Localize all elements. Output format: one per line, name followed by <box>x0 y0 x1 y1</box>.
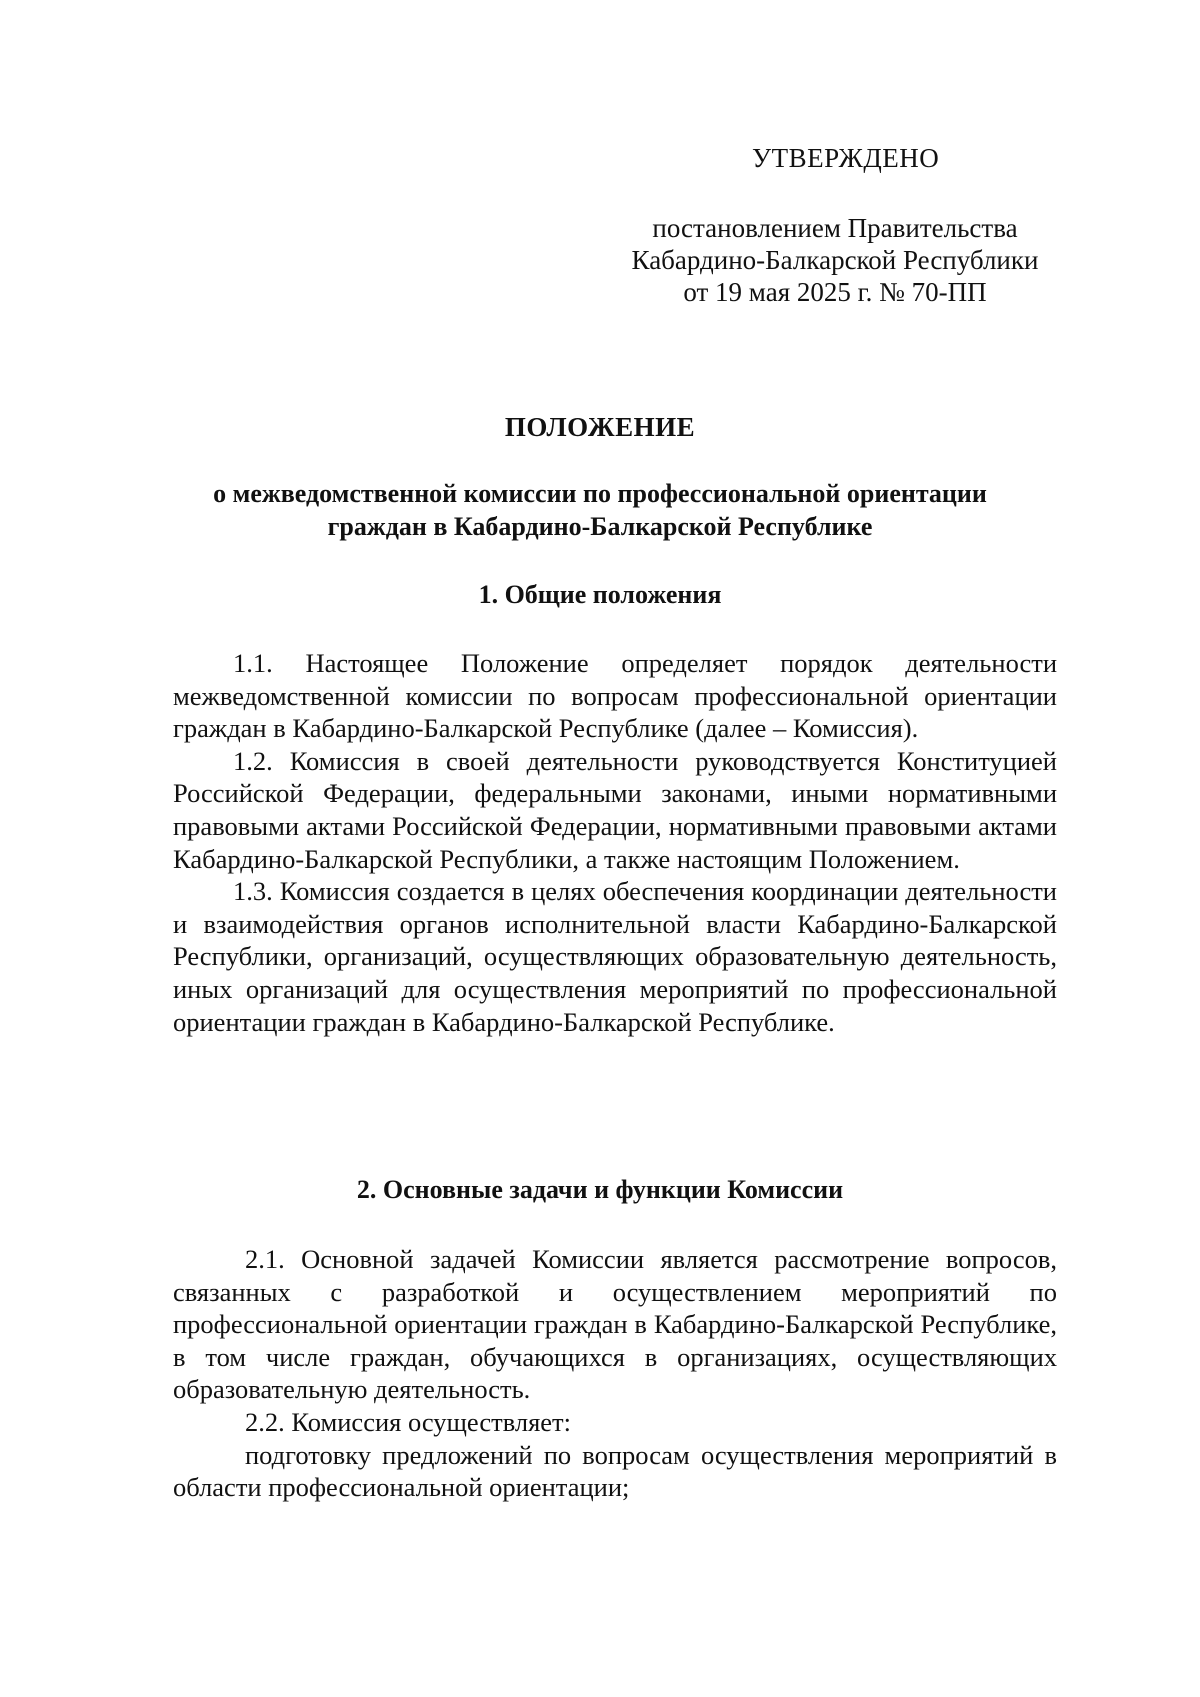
section-1-body <box>173 647 1057 1038</box>
paragraph-2-2: 2.2. Комиссия осуществляет: <box>245 1406 571 1437</box>
subtitle-line: граждан в Кабардино-Балкарской Республике <box>327 512 873 541</box>
section-2-heading: 2. Основные задачи и функции Комиссии <box>356 1175 844 1204</box>
paragraph-1-1: 1.1. Настоящее Положение определяет порядок деятельности межведомственной комиссии по вопросам профессиональной ориентации граждан в Кабардино-Балкарской Республике (далее – Комиссия). <box>173 648 1057 744</box>
section-2-body <box>173 1243 1057 1504</box>
approval-title: УТВЕРЖДЕНО <box>752 143 940 173</box>
paragraph-1-3: 1.3. Комиссия создается в целях обеспечения координации деятельности и взаимодействия органов исполнительной власти Кабардино-Балкарской Республики, организаций, осуществляющих образовательную деятельность, иных организаций для осуществления мероприятий по профессиональной ориентации граждан в Кабардино-Балкарской Республике. <box>173 876 1057 1037</box>
paragraph-2-1: 2.1. Основной задачей Комиссии является рассмотрение вопросов, связанных с разработкой и осуществлением мероприятий по профессиональной ориентации граждан в Кабардино-Балкарской Республике, в том числе граждан, обучающихся в организациях, осуществляющих образовательную деятельность. <box>173 1244 1057 1405</box>
approval-date-number: от 19 мая 2025 г. № 70-ПП <box>683 277 987 307</box>
section-1-heading: 1. Общие положения <box>478 580 722 609</box>
approval-basis <box>600 212 1070 308</box>
document-subtitle <box>0 477 1200 543</box>
subtitle-line: о межведомственной комиссии по профессиональной ориентации <box>213 479 987 508</box>
approval-basis-line: Кабардино-Балкарской Республики <box>631 245 1039 275</box>
approval-basis-line: постановлением Правительства <box>652 213 1018 243</box>
paragraph-1-2: 1.2. Комиссия в своей деятельности руководствуется Конституцией Российской Федерации, федеральными законами, иными нормативными правовыми актами Российской Федерации, нормативными правовыми актами Кабардино-Балкарской Республики, а также настоящим Положением. <box>173 745 1057 874</box>
paragraph-2-2-item: подготовку предложений по вопросам осуществления мероприятий в области профессиональной ориентации; <box>173 1439 1057 1503</box>
document-title: ПОЛОЖЕНИЕ <box>504 412 696 442</box>
